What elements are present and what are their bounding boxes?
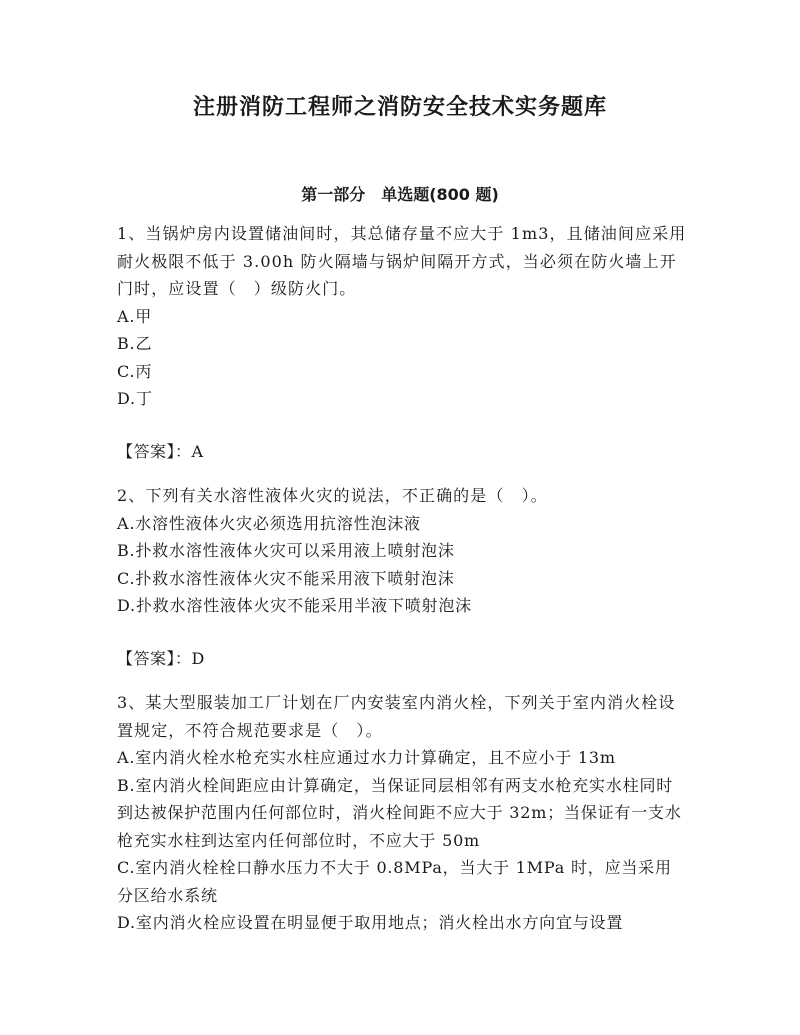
option-d: D.扑救水溶性液体火灾不能采用半液下喷射泡沫: [117, 596, 472, 615]
answer-label: 【答案】：A: [117, 441, 204, 461]
option-a: A.甲: [117, 306, 153, 326]
section-title: 第一部分 单选题(800 题): [301, 185, 499, 204]
option-b: B.乙: [117, 334, 153, 353]
option-c: C.扑救水溶性液体火灾不能采用液下喷射泡沫: [117, 568, 455, 588]
question-stem: 1、当锅炉房内设置储油间时，其总储存量不应大于 1m3，且储油间应采用耐火极限不低于 3.00h 防火隔墙与锅炉间隔开方式，当必须在防火墙上开门时，应设置（ ）级防火门。: [117, 224, 687, 298]
question-1: [117, 220, 687, 465]
question-stem: 3、某大型服装加工厂计划在厂内安装室内消火栓，下列关于室内消火栓设置规定，不符合规范要求是（ ）。: [117, 693, 676, 740]
option-b: B.室内消火栓间距应由计算确定，当保证同层相邻有两支水枪充实水柱同时到达被保护范围内任何部位时，消火栓间距不应大于 32m；当保证有一支水枪充实水柱到达室内任何部位时，不应大于 50m: [117, 775, 682, 850]
option-a: A.水溶性液体火灾必须选用抗溶性泡沫液: [117, 513, 421, 533]
option-d: D.室内消火栓应设置在明显便于取用地点；消火栓出水方向宜与设置: [117, 913, 624, 932]
question-3: [117, 689, 687, 937]
question-stem: 2、下列有关水溶性液体火灾的说法，不正确的是（ ）。: [117, 486, 548, 505]
document-title: 注册消防工程师之消防安全技术实务题库: [192, 95, 607, 120]
option-d: D.丁: [117, 389, 153, 408]
option-a: A.室内消火栓水枪充实水柱应通过水力计算确定，且不应小于 13m: [117, 748, 616, 767]
answer-label: 【答案】：D: [117, 648, 205, 668]
question-2: [117, 482, 687, 672]
question-list: [117, 220, 687, 937]
option-b: B.扑救水溶性液体火灾可以采用液上喷射泡沫: [117, 541, 455, 560]
option-c: C.丙: [117, 361, 153, 381]
option-c: C.室内消火栓栓口静水压力不大于 0.8MPa，当大于 1MPa 时，应当采用分区给水系统: [117, 858, 672, 905]
